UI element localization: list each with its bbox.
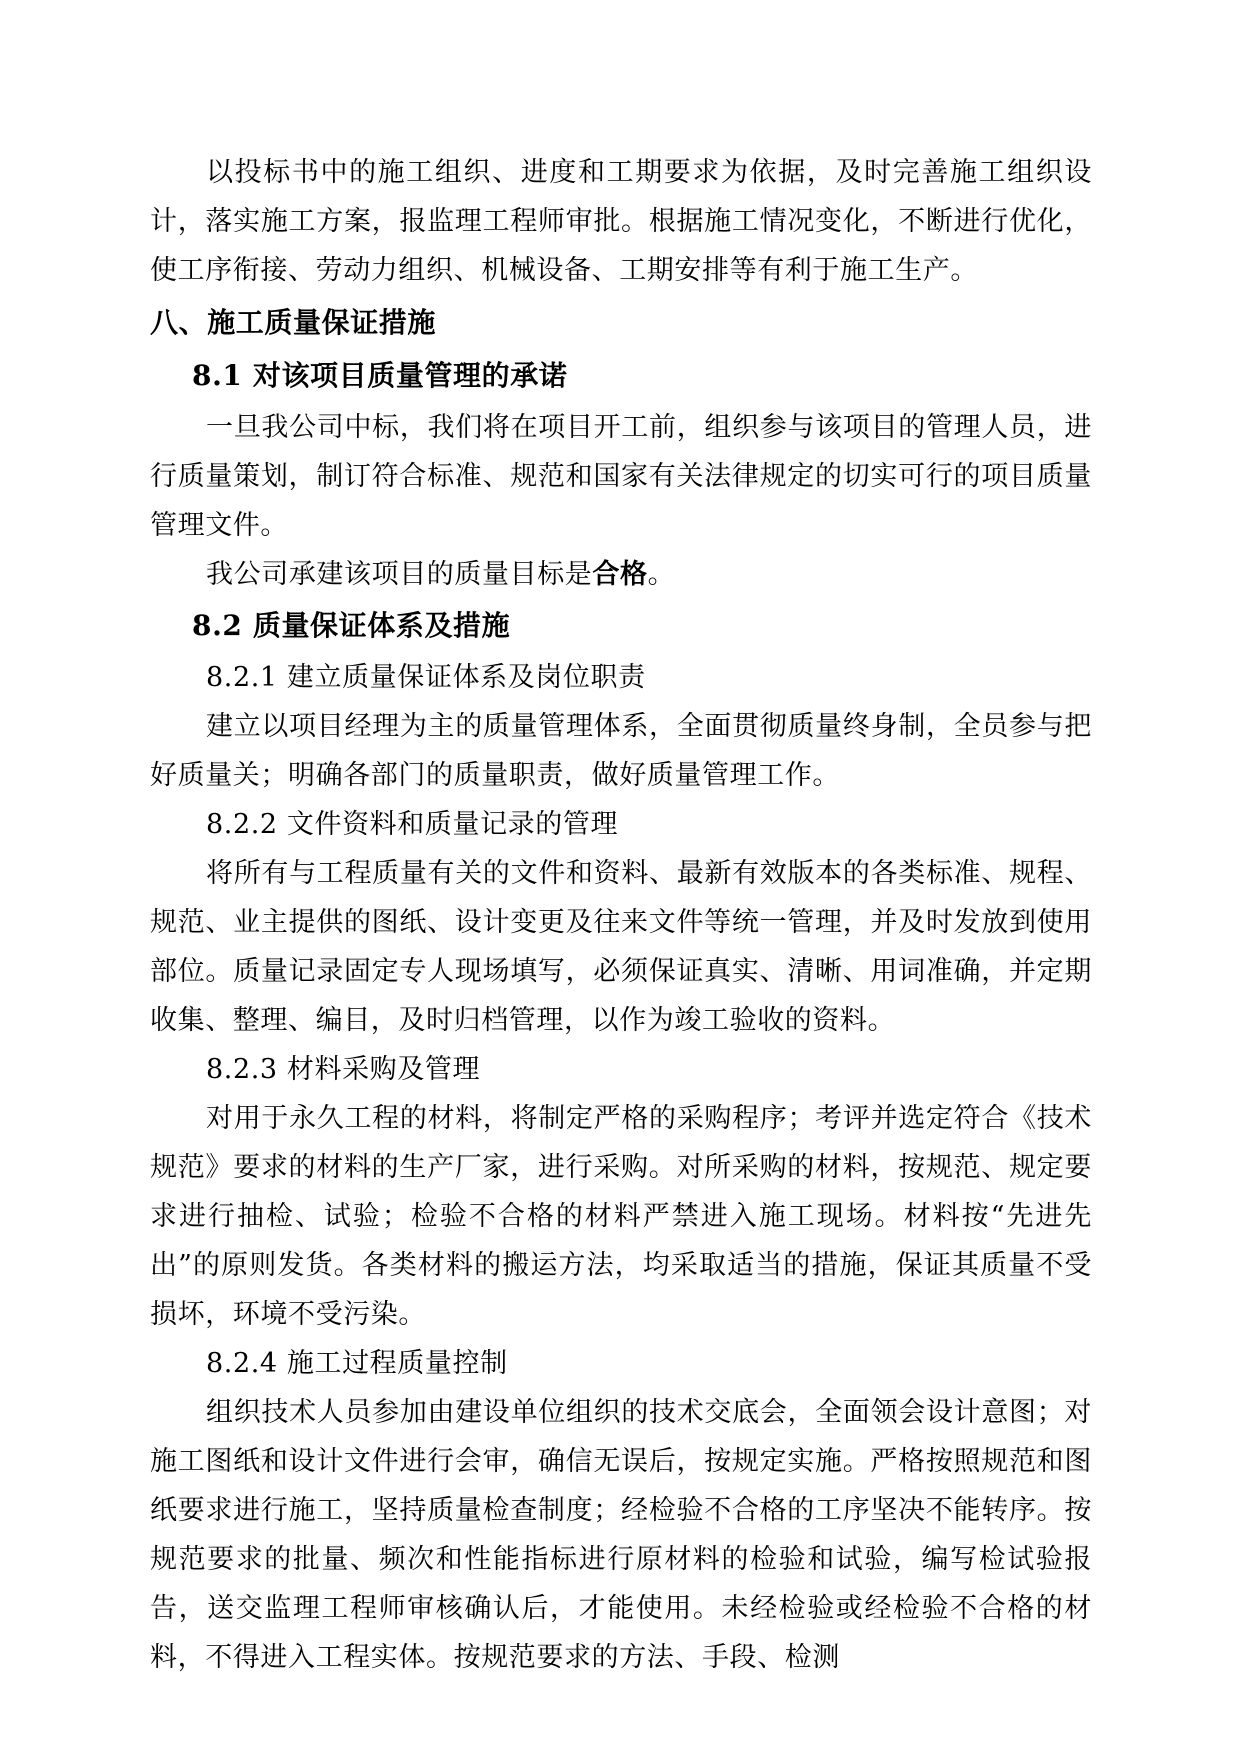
section-8-1-paragraph-1: 一旦我公司中标，我们将在项目开工前，组织参与该项目的管理人员，进行质量策划，制订符合标准、规范和国家有关法律规定的切实可行的项目质量管理文件。: [150, 412, 1092, 541]
quality-goal-prefix: 我公司承建该项目的质量目标是: [206, 559, 593, 590]
document-page: [150, 148, 1092, 1682]
quality-goal-suffix: 。: [647, 559, 676, 590]
section-8-1-paragraph-2: [150, 550, 1092, 599]
section-8-2-2-heading: 8.2.2 文件资料和质量记录的管理: [206, 809, 619, 840]
section-8-1-heading: 8.1 对该项目质量管理的承诺: [192, 359, 568, 392]
section-8-2-4-heading: 8.2.4 施工过程质量控制: [206, 1348, 508, 1379]
section-8-2-3-paragraph: 对用于永久工程的材料，将制定严格的采购程序；考评并选定符合《技术规范》要求的材料的生产厂家，进行采购。对所采购的材料，按规范、规定要求进行抽检、试验；检验不合格的材料严禁进入施工现场。材料按“先进先出”的原则发货。各类材料的搬运方法，均采取适当的措施，保证其质量不受损坏，环境不受污染。: [150, 1103, 1092, 1330]
section-8-2-3-heading: 8.2.3 材料采购及管理: [206, 1054, 481, 1085]
section-8-2-heading: 8.2 质量保证体系及措施: [192, 609, 511, 642]
section-8-2-1-heading: 8.2.1 建立质量保证体系及岗位职责: [206, 662, 646, 693]
quality-goal-value: 合格: [592, 559, 648, 590]
section-8-2-4-paragraph: 组织技术人员参加由建设单位组织的技术交底会，全面领会设计意图；对施工图纸和设计文件进行会审，确信无误后，按规定实施。严格按照规范和图纸要求进行施工，坚持质量检查制度；经检验不合格的工序坚决不能转序。按规范要求的批量、频次和性能指标进行原材料的检验和试验，编写检试验报告，送交监理工程师审核确认后，才能使用。未经检验或经检验不合格的材料，不得进入工程实体。按规范要求的方法、手段、检测: [150, 1397, 1092, 1673]
section-8-2-2-paragraph: 将所有与工程质量有关的文件和资料、最新有效版本的各类标准、规程、规范、业主提供的图纸、设计变更及往来文件等统一管理，并及时发放到使用部位。质量记录固定专人现场填写，必须保证真实、清晰、用词准确，并定期收集、整理、编目，及时归档管理，以作为竣工验收的资料。: [150, 858, 1092, 1036]
section-8-2-1-paragraph: 建立以项目经理为主的质量管理体系，全面贯彻质量终身制，全员参与把好质量关；明确各部门的质量职责，做好质量管理工作。: [150, 711, 1092, 791]
section-8-heading: 八、施工质量保证措施: [150, 306, 437, 339]
intro-paragraph: 以投标书中的施工组织、进度和工期要求为依据，及时完善施工组织设计，落实施工方案，报监理工程师审批。根据施工情况变化，不断进行优化，使工序衔接、劳动力组织、机械设备、工期安排等有利于施工生产。: [150, 157, 1092, 286]
